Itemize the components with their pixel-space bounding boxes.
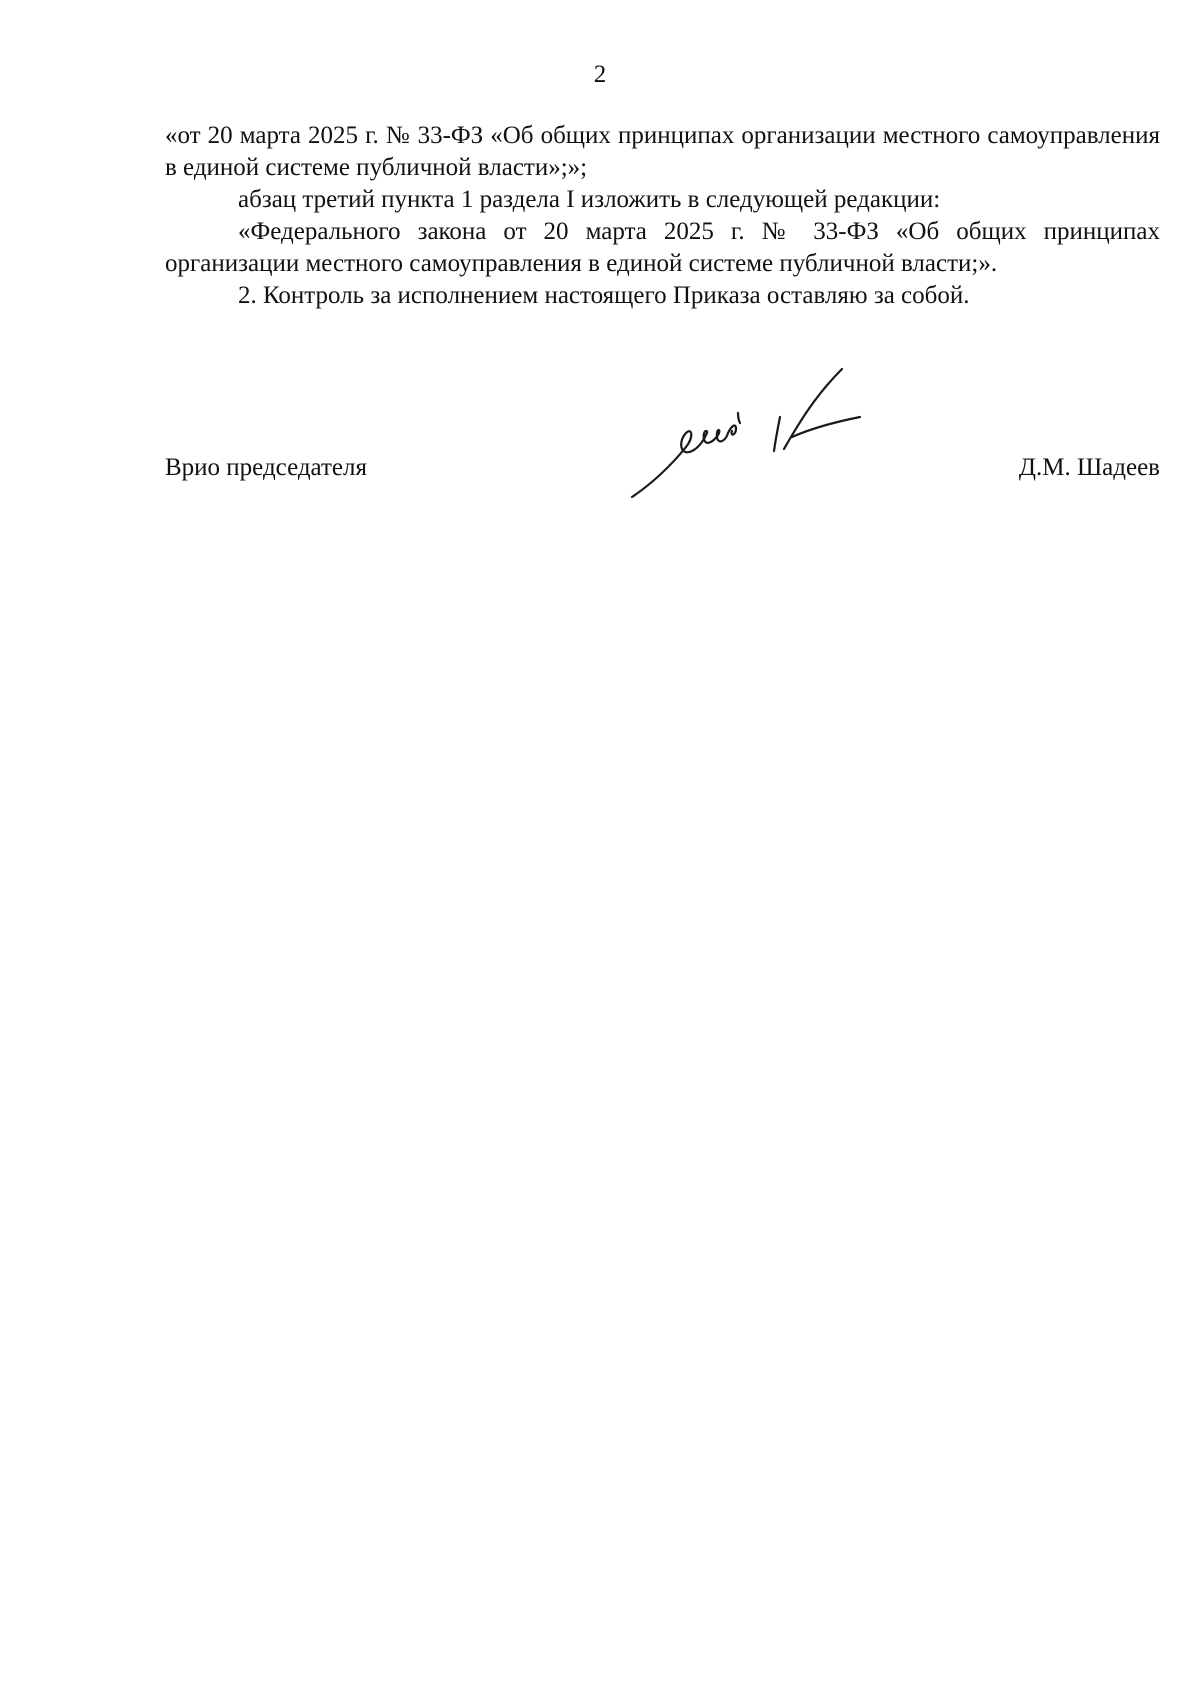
paragraph-law-reference: «от 20 марта 2025 г. № 33-ФЗ «Об общих принципах организации местного самоуправления в единой системе публичной власти»;»;: [165, 122, 1160, 181]
signer-name: Д.М. Шадеев: [1018, 454, 1160, 481]
paragraph-new-wording: «Федерального закона от 20 марта 2025 г. № 33-ФЗ «Об общих принципах организации местного самоуправления в единой системе публичной власти;».: [165, 218, 1160, 277]
page-number: 2: [593, 61, 607, 88]
signature-block: [165, 452, 1160, 486]
paragraph-amendment-instruction: абзац третий пункта 1 раздела I изложить в следующей редакции:: [238, 186, 941, 213]
paragraph-control: 2. Контроль за исполнением настоящего Приказа оставляю за собой.: [238, 282, 970, 309]
signer-title: Врио председателя: [165, 454, 368, 481]
document-body: [165, 120, 1160, 312]
